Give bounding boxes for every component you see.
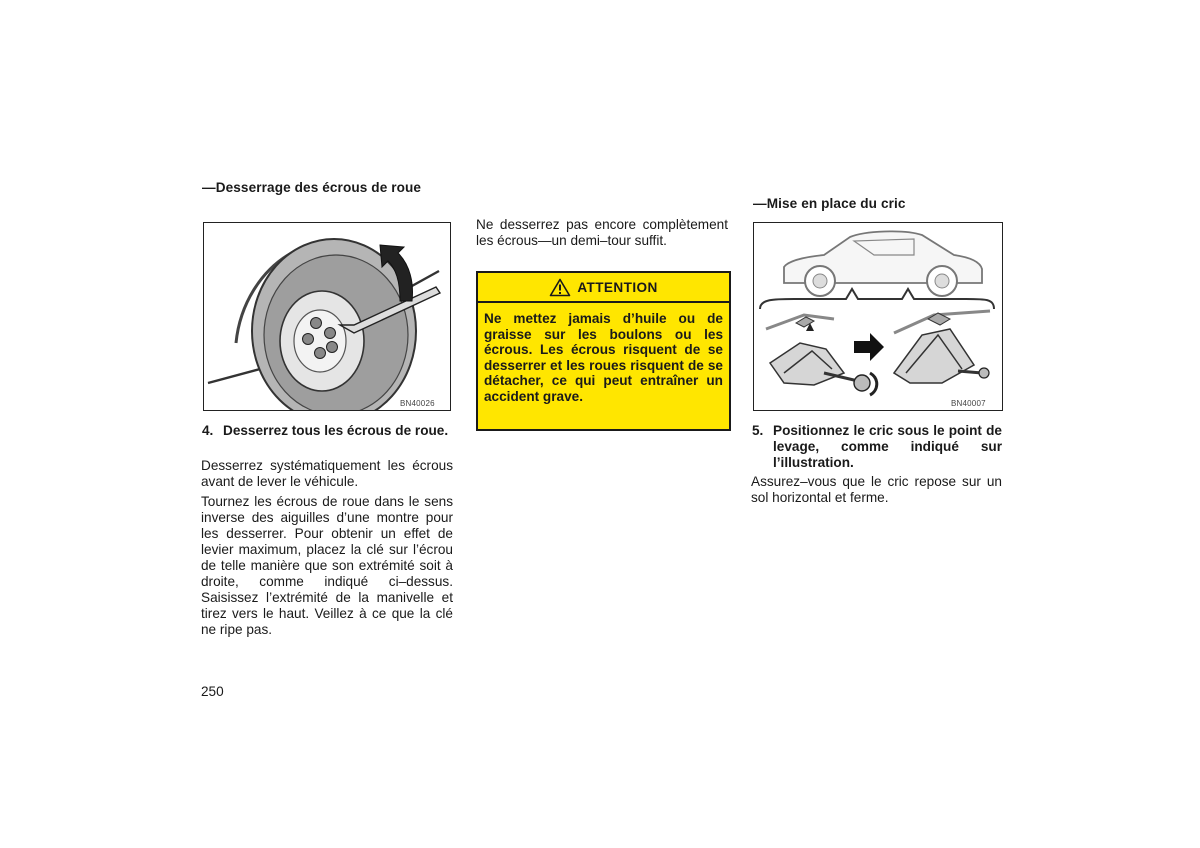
section-heading-jack-placement: —Mise en place du cric bbox=[753, 196, 906, 211]
page-number: 250 bbox=[201, 684, 224, 699]
car-jack-drawing bbox=[754, 223, 1002, 410]
paragraph-loosen-before-lifting: Desserrez systématiquement les écrous avant de lever le véhicule. bbox=[201, 458, 453, 489]
attention-text: Ne mettez jamais d’huile ou de graisse sur les boulons ou les écrous. Les écrous risquent de se desserrer et les roues risquent de se détacher, ce qui peut entraîner un accident grave. bbox=[484, 311, 723, 404]
wheel-nut-illustration bbox=[203, 222, 451, 411]
figure-code: BN40026 bbox=[400, 399, 435, 408]
step-text: Positionnez le cric sous le point de levage, comme indiqué sur l’illustration. bbox=[773, 423, 1002, 470]
step-number: 5. bbox=[752, 423, 764, 438]
paragraph-firm-ground: Assurez–vous que le cric repose sur un sol horizontal et ferme. bbox=[751, 474, 1002, 505]
attention-header bbox=[478, 273, 729, 303]
step-5 bbox=[752, 423, 1002, 471]
paragraph-turn-nuts: Tournez les écrous de roue dans le sens inverse des aiguilles d’une montre pour les desserrer. Pour obtenir un effet de levier maximum, placez la clé sur l’écrou de telle manière que son extrémité soit à droite, comme indiqué ci–dessus. Saisissez l’extrémité de la manivelle et tirez vers le haut. Veillez à ce que la clé ne ripe pas. bbox=[201, 494, 453, 637]
jack-placement-illustration bbox=[753, 222, 1003, 411]
step-text: Desserrez tous les écrous de roue. bbox=[223, 423, 449, 438]
figure-code: BN40007 bbox=[951, 399, 986, 408]
attention-label: ATTENTION bbox=[577, 279, 658, 295]
section-heading-loosen-nuts: —Desserrage des écrous de roue bbox=[202, 180, 422, 195]
attention-box bbox=[476, 271, 731, 431]
paragraph-half-turn: Ne desserrez pas encore complètement les écrous—un demi–tour suffit. bbox=[476, 217, 728, 248]
step-number: 4. bbox=[202, 423, 214, 438]
step-4 bbox=[202, 423, 454, 439]
wheel-wrench-drawing bbox=[204, 223, 450, 410]
warning-triangle-icon bbox=[549, 278, 571, 297]
